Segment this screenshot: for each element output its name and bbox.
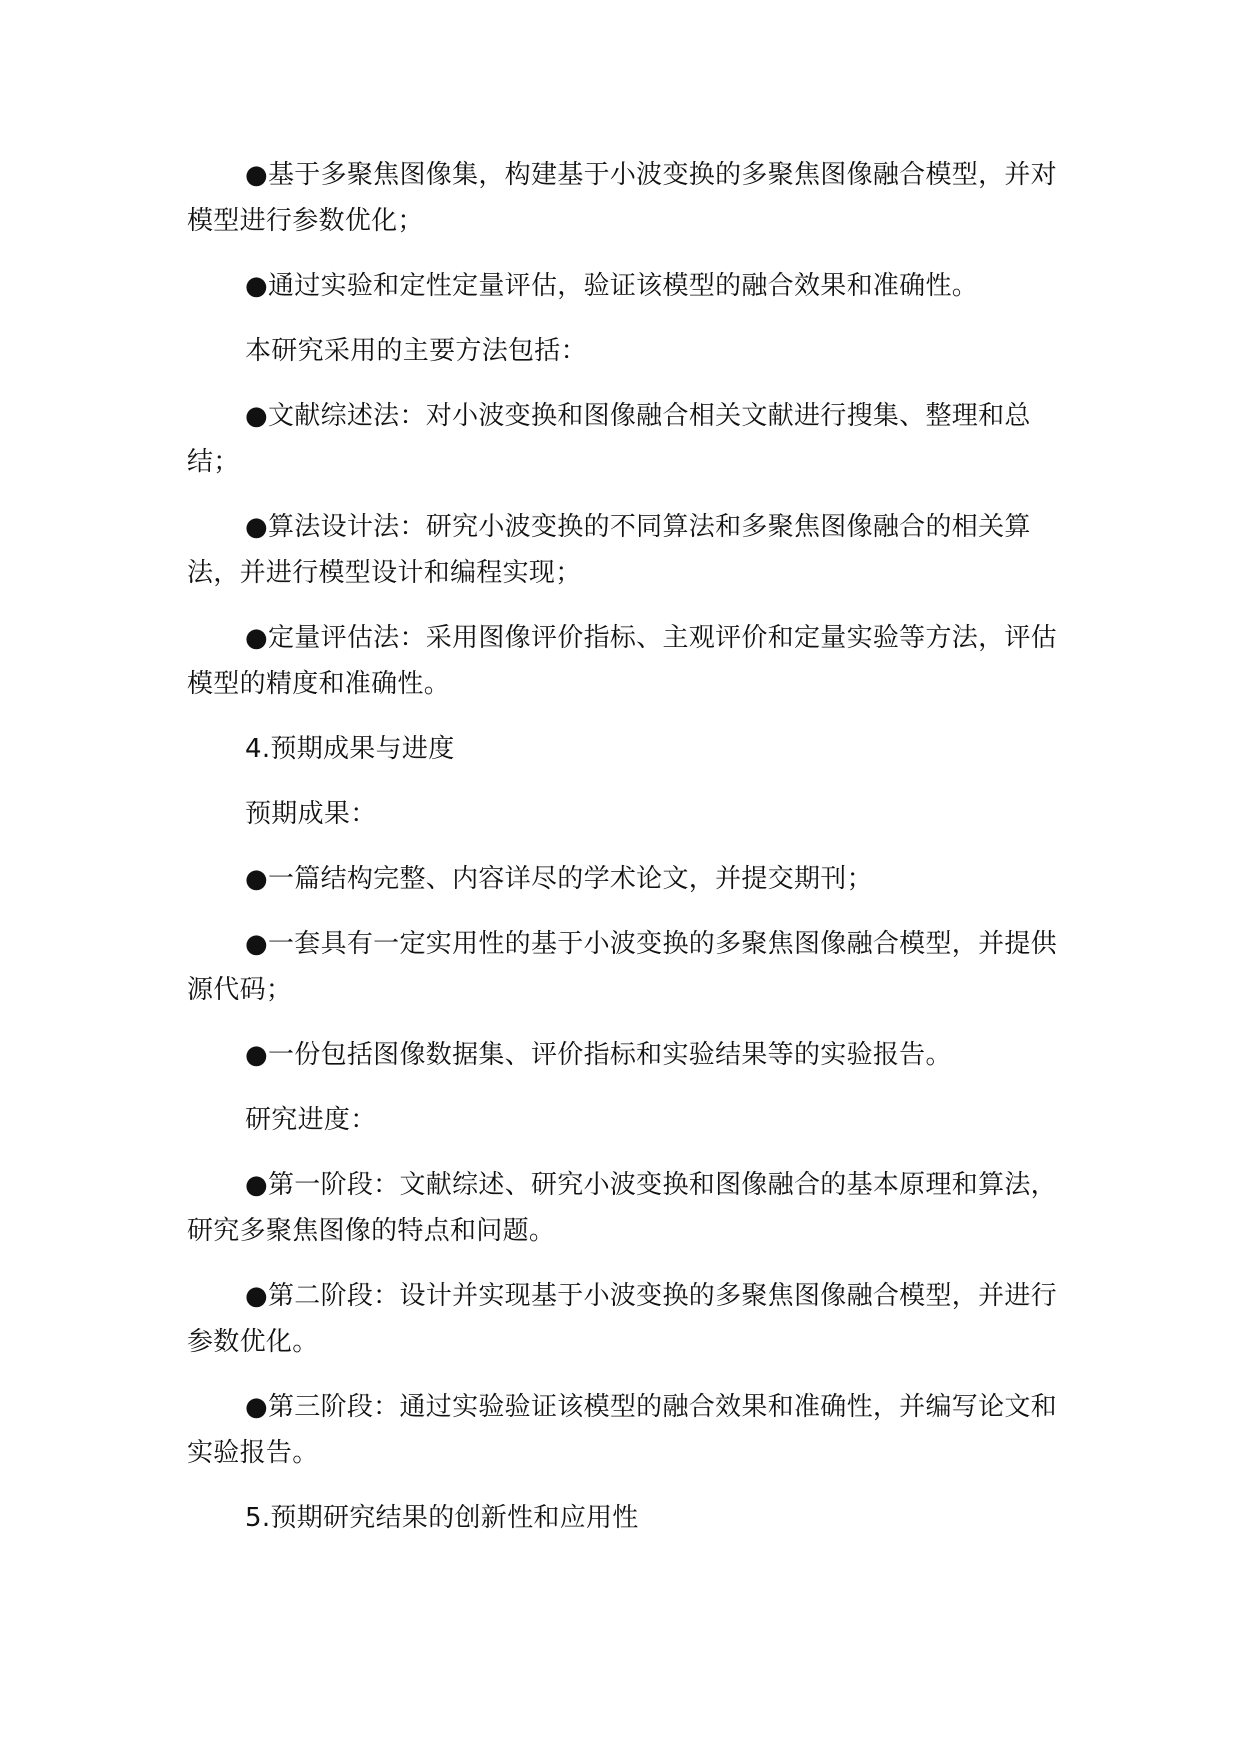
bullet-phase-3: ●第三阶段：通过实验验证该模型的融合效果和准确性，并编写论文和实验报告。 xyxy=(187,1392,1057,1468)
bullet-phase-1: ●第一阶段：文献综述、研究小波变换和图像融合的基本原理和算法，研究多聚焦图像的特点和问题。 xyxy=(187,1170,1057,1246)
bullet-result-paper: ●一篇结构完整、内容详尽的学术论文，并提交期刊； xyxy=(245,864,873,894)
document-body xyxy=(187,152,1082,1541)
section-heading-5: 5.预期研究结果的创新性和应用性 xyxy=(245,1503,639,1533)
bullet-objective-validation: ●通过实验和定性定量评估，验证该模型的融合效果和准确性。 xyxy=(245,271,979,301)
bullet-method-evaluation: ●定量评估法：采用图像评价指标、主观评价和定量实验等方法，评估模型的精度和准确性。 xyxy=(187,623,1057,699)
bullet-objective-model: ●基于多聚焦图像集，构建基于小波变换的多聚焦图像融合模型，并对模型进行参数优化； xyxy=(187,160,1057,236)
bullet-phase-2: ●第二阶段：设计并实现基于小波变换的多聚焦图像融合模型，并进行参数优化。 xyxy=(187,1281,1057,1357)
bullet-result-model: ●一套具有一定实用性的基于小波变换的多聚焦图像融合模型，并提供源代码； xyxy=(187,929,1057,1005)
bullet-result-report: ●一份包括图像数据集、评价指标和实验结果等的实验报告。 xyxy=(245,1040,952,1070)
bullet-method-algorithm: ●算法设计法：研究小波变换的不同算法和多聚焦图像融合的相关算法，并进行模型设计和编程实现； xyxy=(187,512,1031,588)
section-heading-4: 4.预期成果与进度 xyxy=(245,734,455,764)
expected-results-heading: 预期成果： xyxy=(245,799,377,829)
methods-heading: 本研究采用的主要方法包括： xyxy=(245,336,587,366)
progress-heading: 研究进度： xyxy=(245,1105,377,1135)
bullet-method-literature: ●文献综述法：对小波变换和图像融合相关文献进行搜集、整理和总结； xyxy=(187,401,1031,477)
